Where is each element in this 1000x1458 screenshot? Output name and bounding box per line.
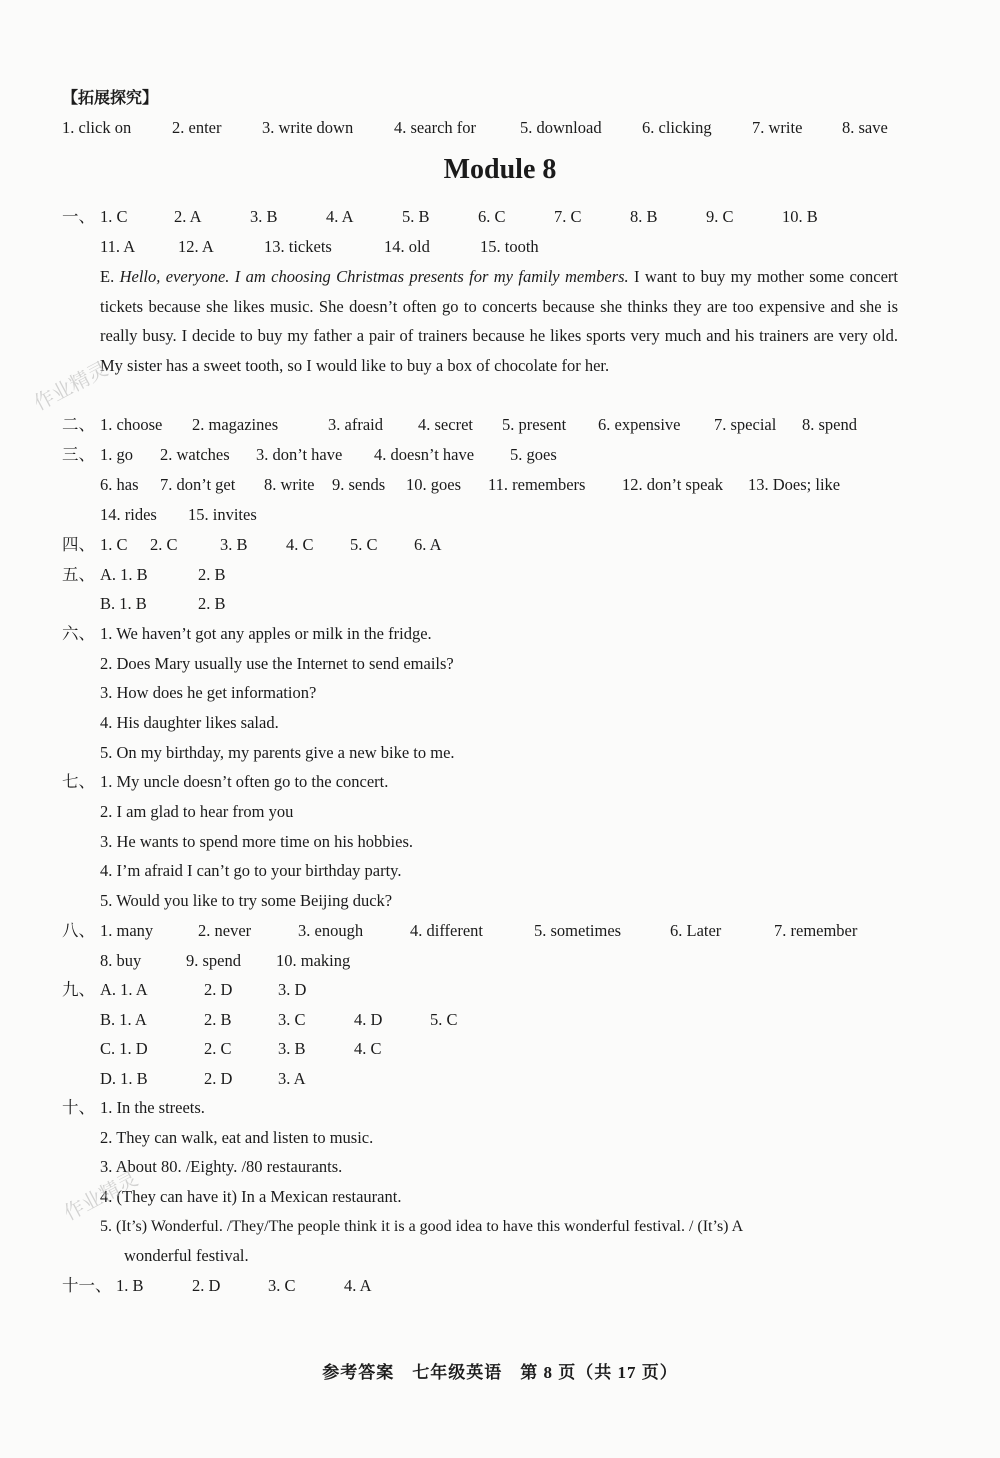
question-number: 三、 — [62, 445, 95, 464]
q10-item5-cont: wonderful festival. — [124, 1246, 249, 1265]
question-number: 十、 — [62, 1098, 95, 1117]
question-number: 九、 — [62, 980, 95, 999]
question-number: 十一、 — [62, 1276, 112, 1295]
q7-item4: 4. I’m afraid I can’t go to your birthday party. — [100, 861, 402, 880]
answer: B. 1. A — [100, 1010, 147, 1029]
answer: 4. doesn’t have — [374, 445, 475, 464]
answer: 1. We haven’t got any apples or milk in the fridge. — [100, 624, 432, 643]
answer: B. 1. B — [100, 594, 147, 613]
paragraph-italic: Hello, everyone. I am choosing Christmas presents for my family members. — [119, 267, 629, 286]
answer: 12. A — [178, 237, 214, 256]
q6-item4: 4. His daughter likes salad. — [100, 713, 279, 732]
answer: 3. B — [220, 535, 248, 554]
q10-item5: 5. (It’s) Wonderful. /They/The people think it is a good idea to have this wonderful festival. / (It’s) A — [100, 1218, 744, 1235]
answer: 6. Later — [670, 921, 722, 940]
answer: C. 1. D — [100, 1039, 148, 1058]
watermark: 作业精灵 — [59, 1166, 142, 1226]
answer: 2. watches — [160, 445, 230, 464]
paragraph-text: I want to buy my mother some concert tickets because she likes music. She doesn’t often go to concerts because she thinks they are too expensive and she is really busy. I decide to buy my father a pair of trainers because he likes sports very much and his trainers are very old. My sister has a sweet tooth, so I would like to buy a box of chocolate for her. — [100, 267, 899, 375]
answer: 3. C — [278, 1010, 306, 1029]
answer: 2. B — [198, 565, 226, 584]
q9-row-a — [62, 978, 306, 1002]
answer: 2. D — [204, 1069, 233, 1088]
answer: 5. download — [520, 118, 602, 137]
q7-item1 — [62, 770, 388, 794]
answer: 8. save — [842, 118, 888, 137]
answer: 2. D — [204, 980, 233, 999]
answer: 3. B — [278, 1039, 306, 1058]
answer: 5. present — [502, 415, 567, 434]
answer: 7. remember — [774, 921, 858, 940]
answer: 3. afraid — [328, 415, 383, 434]
tuozhan-answers — [62, 116, 888, 140]
answer: 8. write — [264, 475, 315, 494]
answer: 13. Does; like — [748, 475, 841, 494]
q6-item5: 5. On my birthday, my parents give a new bike to me. — [100, 743, 455, 762]
answer: 8. spend — [802, 415, 857, 434]
answer: 5. B — [402, 207, 430, 226]
question-number: 四、 — [62, 535, 95, 554]
answer: 1. choose — [100, 415, 163, 434]
answer: 3. B — [250, 207, 278, 226]
answer: 5. sometimes — [534, 921, 622, 940]
answer: 9. C — [706, 207, 734, 226]
q1-row2 — [100, 235, 539, 259]
answer: 1. B — [116, 1276, 144, 1295]
question-number: 八、 — [62, 921, 95, 940]
answer: 3. enough — [298, 921, 364, 940]
answer: 4. C — [286, 535, 314, 554]
page-footer: 参考答案 七年级英语 第 8 页（共 17 页） — [322, 1363, 678, 1382]
answer: 3. write down — [262, 118, 354, 137]
answer: A. 1. B — [100, 565, 148, 584]
question-number: 一、 — [62, 207, 95, 226]
answer: 5. C — [350, 535, 378, 554]
answer: 14. old — [384, 237, 430, 256]
answer: A. 1. A — [100, 980, 148, 999]
answer: 3. don’t have — [256, 445, 343, 464]
answer: 2. D — [192, 1276, 221, 1295]
answer: 6. has — [100, 475, 139, 494]
answer: 10. goes — [406, 475, 461, 494]
answer: 10. making — [276, 951, 351, 970]
answer: 7. write — [752, 118, 803, 137]
answer: 1. go — [100, 445, 133, 464]
answer: 4. A — [344, 1276, 372, 1295]
answer: 4. secret — [418, 415, 473, 434]
answer: 15. invites — [188, 505, 257, 524]
answer: 4. C — [354, 1039, 382, 1058]
q10-item4: 4. (They can have it) In a Mexican restaurant. — [100, 1187, 402, 1206]
q9-row-c — [100, 1037, 382, 1061]
q10-item3: 3. About 80. /Eighty. /80 restaurants. — [100, 1157, 343, 1176]
q3-row1 — [62, 443, 557, 467]
answer: 2. A — [174, 207, 202, 226]
q5-row1 — [62, 563, 226, 587]
question-number: 七、 — [62, 772, 95, 791]
answer: 5. C — [430, 1010, 458, 1029]
answer: 3. C — [268, 1276, 296, 1295]
question-number: 六、 — [62, 624, 95, 643]
answer: 7. special — [714, 415, 777, 434]
question-number: 五、 — [62, 565, 95, 584]
q3-row2 — [100, 473, 840, 497]
q7-item2: 2. I am glad to hear from you — [100, 802, 294, 821]
q1-row1 — [62, 205, 818, 229]
answer: 1. C — [100, 207, 128, 226]
answer: 6. expensive — [598, 415, 681, 434]
question-number: 二、 — [62, 415, 95, 434]
answer: 3. D — [278, 980, 307, 999]
answer: 1. many — [100, 921, 154, 940]
answer: 8. B — [630, 207, 658, 226]
answer: 9. sends — [332, 475, 386, 494]
answer: 2. C — [204, 1039, 232, 1058]
answer: 11. remembers — [488, 475, 586, 494]
answer: 2. B — [198, 594, 226, 613]
answer: 12. don’t speak — [622, 475, 723, 494]
q2-row — [62, 413, 857, 437]
q9-row-b — [100, 1008, 458, 1032]
q3-row3 — [100, 503, 257, 527]
section-heading: 【拓展探究】 — [62, 88, 159, 107]
q7-item3: 3. He wants to spend more time on his hobbies. — [100, 832, 414, 851]
answer: 6. A — [414, 535, 442, 554]
answer: 4. D — [354, 1010, 383, 1029]
answer: 7. don’t get — [160, 475, 236, 494]
answer: 6. C — [478, 207, 506, 226]
q11-row — [62, 1274, 372, 1298]
answer: 15. tooth — [480, 237, 539, 256]
answer: 3. A — [278, 1069, 306, 1088]
q9-row-d — [100, 1067, 306, 1091]
answer: D. 1. B — [100, 1069, 148, 1088]
answer: 2. C — [150, 535, 178, 554]
q10-item2: 2. They can walk, eat and listen to music. — [100, 1128, 374, 1147]
q6-item1 — [62, 622, 432, 646]
answer: 10. B — [782, 207, 818, 226]
q4-row — [62, 533, 442, 557]
answer: 1. click on — [62, 118, 132, 137]
answer: 14. rides — [100, 505, 157, 524]
watermark: 作业精灵 — [29, 356, 112, 416]
answer: 9. spend — [186, 951, 241, 970]
answer: 4. different — [410, 921, 484, 940]
q5-row2 — [100, 592, 226, 616]
answer: 5. goes — [510, 445, 557, 464]
answer: 1. My uncle doesn’t often go to the concert. — [100, 772, 389, 791]
answer: 13. tickets — [264, 237, 332, 256]
q8-row2 — [100, 949, 350, 973]
answer: 6. clicking — [642, 118, 712, 137]
q6-item2: 2. Does Mary usually use the Internet to send emails? — [100, 654, 454, 673]
q1-e-paragraph — [100, 262, 898, 380]
module-title: Module 8 — [443, 154, 557, 185]
q10-item1 — [62, 1096, 205, 1120]
answer: 4. search for — [394, 118, 477, 137]
answer: 7. C — [554, 207, 582, 226]
paragraph-label: E. — [100, 267, 115, 286]
answer: 1. C — [100, 535, 128, 554]
answer: 11. A — [100, 237, 136, 256]
q7-item5: 5. Would you like to try some Beijing duck? — [100, 891, 393, 910]
answer: 2. never — [198, 921, 252, 940]
answer: 2. B — [204, 1010, 232, 1029]
answer: 8. buy — [100, 951, 142, 970]
answer: 2. magazines — [192, 415, 279, 434]
answer: 4. A — [326, 207, 354, 226]
answer: 2. enter — [172, 118, 222, 137]
answer: 1. In the streets. — [100, 1098, 205, 1117]
q8-row1 — [62, 919, 857, 943]
q6-item3: 3. How does he get information? — [100, 683, 317, 702]
